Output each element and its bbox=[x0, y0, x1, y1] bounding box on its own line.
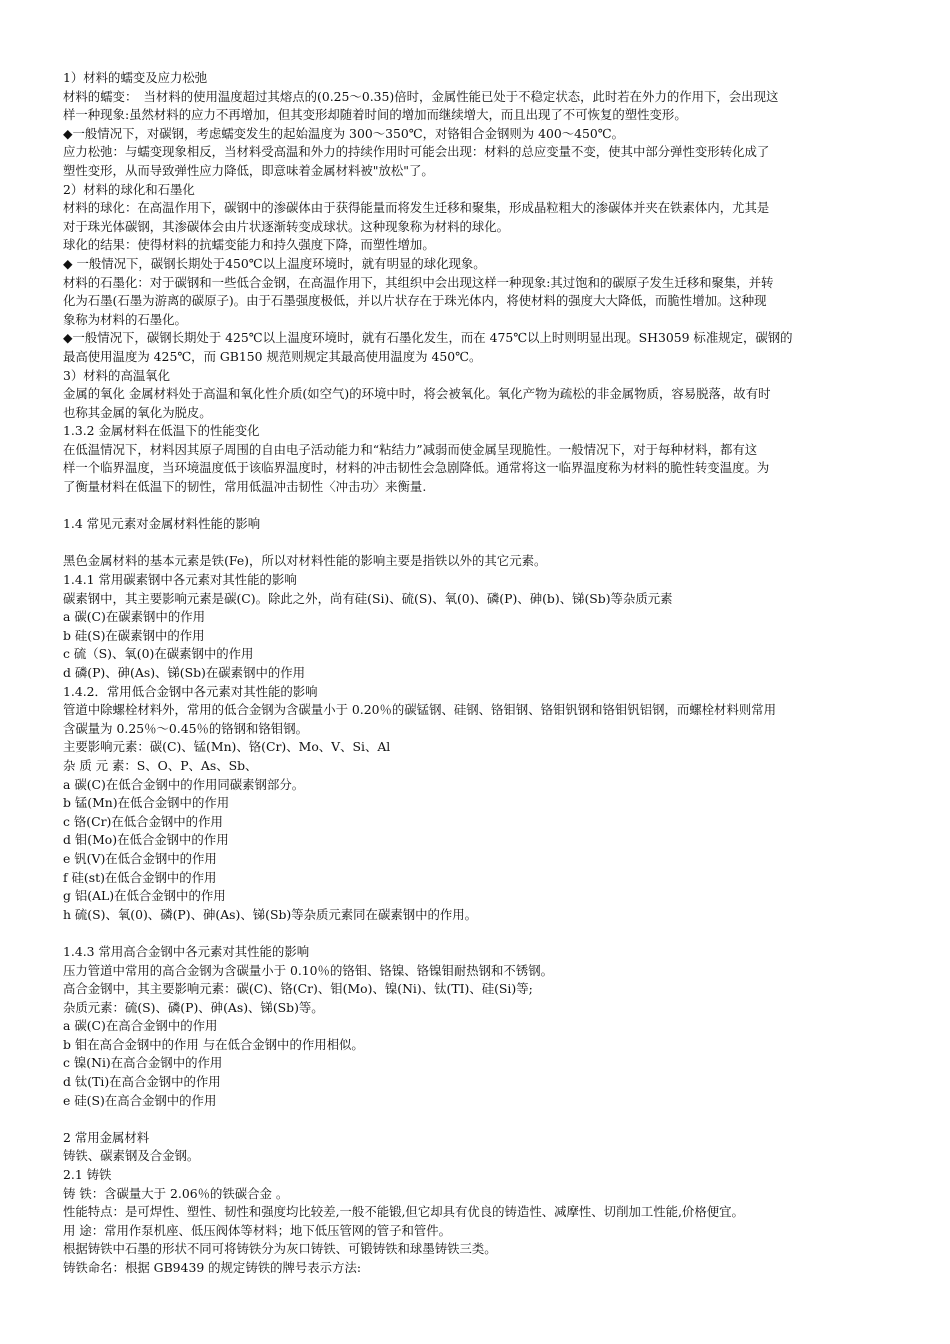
text-line: c 铬(Cr)在低合金钢中的作用 bbox=[63, 813, 223, 829]
text-line: g 铝(AL)在低合金钢中的作用 bbox=[63, 888, 226, 904]
text-line: 塑性变形，从而导致弹性应力降低，即意味着金属材料被"放松"了。 bbox=[63, 162, 434, 178]
text-line: c 硫（S)、氧(0)在碳素钢中的作用 bbox=[63, 646, 254, 662]
text-line: 用 途：常用作泵机座、低压阀体等材料；地下低压管网的管子和管件。 bbox=[63, 1222, 452, 1238]
text-line: c 镍(Ni)在高合金钢中的作用 bbox=[63, 1055, 223, 1071]
text-line: b 锰(Mn)在低合金钢中的作用 bbox=[63, 795, 230, 811]
text-line: ◆一般情况下，对碳钢，考虑蠕变发生的起始温度为 300～350℃，对铬钼合金钢则为 400～450℃。 bbox=[63, 125, 625, 141]
text-line: ◆ 一般情况下，碳钢长期处于450℃以上温度环境时，就有明显的球化现象。 bbox=[63, 255, 486, 271]
text-line: 1）材料的蠕变及应力松弛 bbox=[63, 70, 208, 85]
text-line: 2）材料的球化和石墨化 bbox=[63, 181, 195, 197]
text-line: 铸 铁：含碳量大于 2.06％的铁碳合金 。 bbox=[63, 1185, 289, 1201]
text-line: f 硅(st)在低合金钢中的作用 bbox=[63, 869, 217, 885]
document-body bbox=[63, 69, 888, 1278]
text-line: 高合金钢中，其主要影响元素：碳(C)、铬(Cr)、钼(Mo)、镍(Ni)、钛(TI)、硅(Si)等; bbox=[63, 981, 533, 997]
text-line: 1.4 常见元素对金属材料性能的影响 bbox=[63, 516, 261, 532]
text-line: 1.4.3 常用高合金钢中各元素对其性能的影响 bbox=[63, 943, 310, 959]
blank-line bbox=[63, 924, 888, 943]
text-line: 2 常用金属材料 bbox=[63, 1129, 150, 1145]
blank-line bbox=[63, 1110, 888, 1129]
blank-line bbox=[63, 534, 888, 553]
text-line: d 钛(Ti)在高合金钢中的作用 bbox=[63, 1074, 221, 1090]
text-line: 管道中除螺栓材料外，常用的低合金钢为含碳量小于 0.20％的碳锰钢、硅钢、铬钼钢、铬钼钒钢和铬钼钒铝钢，而螺栓材料则常用 bbox=[63, 702, 777, 718]
text-line: 样一个临界温度，当环境温度低于该临界温度时，材料的冲击韧性会急剧降低。通常将这一临界温度称为材料的脆性转变温度。为 bbox=[63, 460, 770, 476]
text-line: 杂质元素：硫(S)、磷(P)、砷(As)、锑(Sb)等。 bbox=[63, 999, 324, 1015]
text-line: 最高使用温度为 425℃，而 GB150 规范则规定其最高使用温度为 450℃。 bbox=[63, 348, 482, 364]
text-line: 象称为材料的石墨化。 bbox=[63, 311, 187, 327]
text-line: 也称其金属的氧化为脱皮。 bbox=[63, 404, 212, 420]
text-line: 2.1 铸铁 bbox=[63, 1167, 112, 1183]
text-line: 了衡量材料在低温下的韧性，常用低温冲击韧性〈冲击功〉来衡量. bbox=[63, 479, 427, 495]
text-line: 金属的氧化 金属材料处于高温和氧化性介质(如空气)的环境中时，将会被氧化。氧化产物为疏松的非金属物质，容易脱落，故有时 bbox=[63, 386, 771, 402]
text-line: b 硅(S)在碳素钢中的作用 bbox=[63, 627, 205, 643]
text-line: 压力管道中常用的高合金钢为含碳量小于 0.10％的铬钼、铬镍、铬镍钼耐热钢和不锈钢。 bbox=[63, 962, 553, 978]
text-line: d 钼(Mo)在低合金钢中的作用 bbox=[63, 832, 229, 848]
text-line: 3）材料的高温氧化 bbox=[63, 367, 171, 383]
text-line: 含碳量为 0.25％～0.45％的铬钢和铬钼钢。 bbox=[63, 720, 308, 736]
text-line: b 钼在高合金钢中的作用 与在低合金钢中的作用相似。 bbox=[63, 1036, 364, 1052]
text-line: h 硫(S)、氧(0)、磷(P)、砷(As)、锑(Sb)等杂质元素同在碳素钢中的作用。 bbox=[63, 906, 478, 922]
text-line: 主要影响元素：碳(C)、锰(Mn)、铬(Cr)、Mo、V、Si、Al bbox=[63, 739, 391, 755]
text-line: a 碳(C)在低合金钢中的作用同碳素钢部分。 bbox=[63, 776, 305, 792]
text-line: 性能特点：是可焊性、塑性、韧性和强度均比较差,一般不能锻,但它却具有优良的铸造性、减摩性、切削加工性能,价格便宜。 bbox=[63, 1204, 744, 1220]
text-line: ◆一般情况下，碳钢长期处于 425℃以上温度环境时，就有石墨化发生，而在 475℃以上时则明显出现。SH3059 标准规定，碳钢的 bbox=[63, 330, 793, 346]
text-line: 应力松弛：与蠕变现象相反，当材料受高温和外力的持续作用时可能会出现：材料的总应变量不变，使其中部分弹性变形转化成了 bbox=[63, 144, 770, 160]
text-line: 杂 质 元 素：S、O、P、As、Sb、 bbox=[63, 757, 258, 773]
text-line: 球化的结果：使得材料的抗蠕变能力和持久强度下降，而塑性增加。 bbox=[63, 237, 435, 253]
blank-line bbox=[63, 497, 888, 516]
text-line: 对于珠光体碳钢，其渗碳体会由片状逐渐转变成球状。这种现象称为材料的球化。 bbox=[63, 218, 510, 234]
text-line: 1.3.2 金属材料在低温下的性能变化 bbox=[63, 423, 260, 439]
text-line: 黑色金属材料的基本元素是铁(Fe)，所以对材料性能的影响主要是指铁以外的其它元素。 bbox=[63, 553, 547, 569]
text-line: 1.4.2．常用低合金钢中各元素对其性能的影响 bbox=[63, 683, 318, 699]
text-line: 1.4.1 常用碳素钢中各元素对其性能的影响 bbox=[63, 572, 297, 588]
text-line: 碳素钢中，其主要影响元素是碳(C)。除此之外，尚有硅(Si)、硫(S)、氧(0)、磷(P)、砷(b)、锑(Sb)等杂质元素 bbox=[63, 590, 673, 606]
text-line: a 碳(C)在碳素钢中的作用 bbox=[63, 609, 205, 625]
text-line: e 硅(S)在高合金钢中的作用 bbox=[63, 1092, 217, 1108]
text-line: e 钒(V)在低合金钢中的作用 bbox=[63, 850, 217, 866]
text-line: 在低温情况下，材料因其原子周围的自由电子活动能力和“粘结力”减弱而使金属呈现脆性。一般情况下，对于每种材料，都有这 bbox=[63, 441, 758, 457]
text-line: a 碳(C)在高合金钢中的作用 bbox=[63, 1018, 218, 1034]
text-line: 化为石墨(石墨为游离的碳原子)。由于石墨强度极低，并以片状存在于珠光体内，将使材料的强度大大降低，而脆性增加。这种现 bbox=[63, 293, 767, 309]
text-line: 铸铁、碳素钢及合金钢。 bbox=[63, 1148, 200, 1164]
text-line: 材料的球化：在高温作用下，碳钢中的渗碳体由于获得能量而将发生迁移和聚集，形成晶粒粗大的渗碳体并夹在铁素体内，尤其是 bbox=[63, 200, 770, 216]
text-line: 根据铸铁中石墨的形状不同可将铸铁分为灰口铸铁、可锻铸铁和球墨铸铁三类。 bbox=[63, 1241, 497, 1257]
text-line: 材料的石墨化：对于碳钢和一些低合金钢，在高温作用下，其组织中会出现这样一种现象:其过饱和的碳原子发生迁移和聚集，并转 bbox=[63, 274, 774, 290]
text-line: 铸铁命名：根据 GB9439 的规定铸铁的牌号表示方法: bbox=[63, 1260, 362, 1275]
text-line: 样一种现象:虽然材料的应力不再增加，但其变形却随着时间的增加而继续增大，而且出现了不可恢复的塑性变形。 bbox=[63, 107, 687, 123]
text-line: 材料的蠕变： 当材料的使用温度超过其熔点的(0.25～0.35)倍时，金属性能已处于不稳定状态，此时若在外力的作用下，会出现这 bbox=[63, 88, 779, 104]
text-line: d 磷(P)、砷(As)、锑(Sb)在碳素钢中的作用 bbox=[63, 665, 306, 680]
